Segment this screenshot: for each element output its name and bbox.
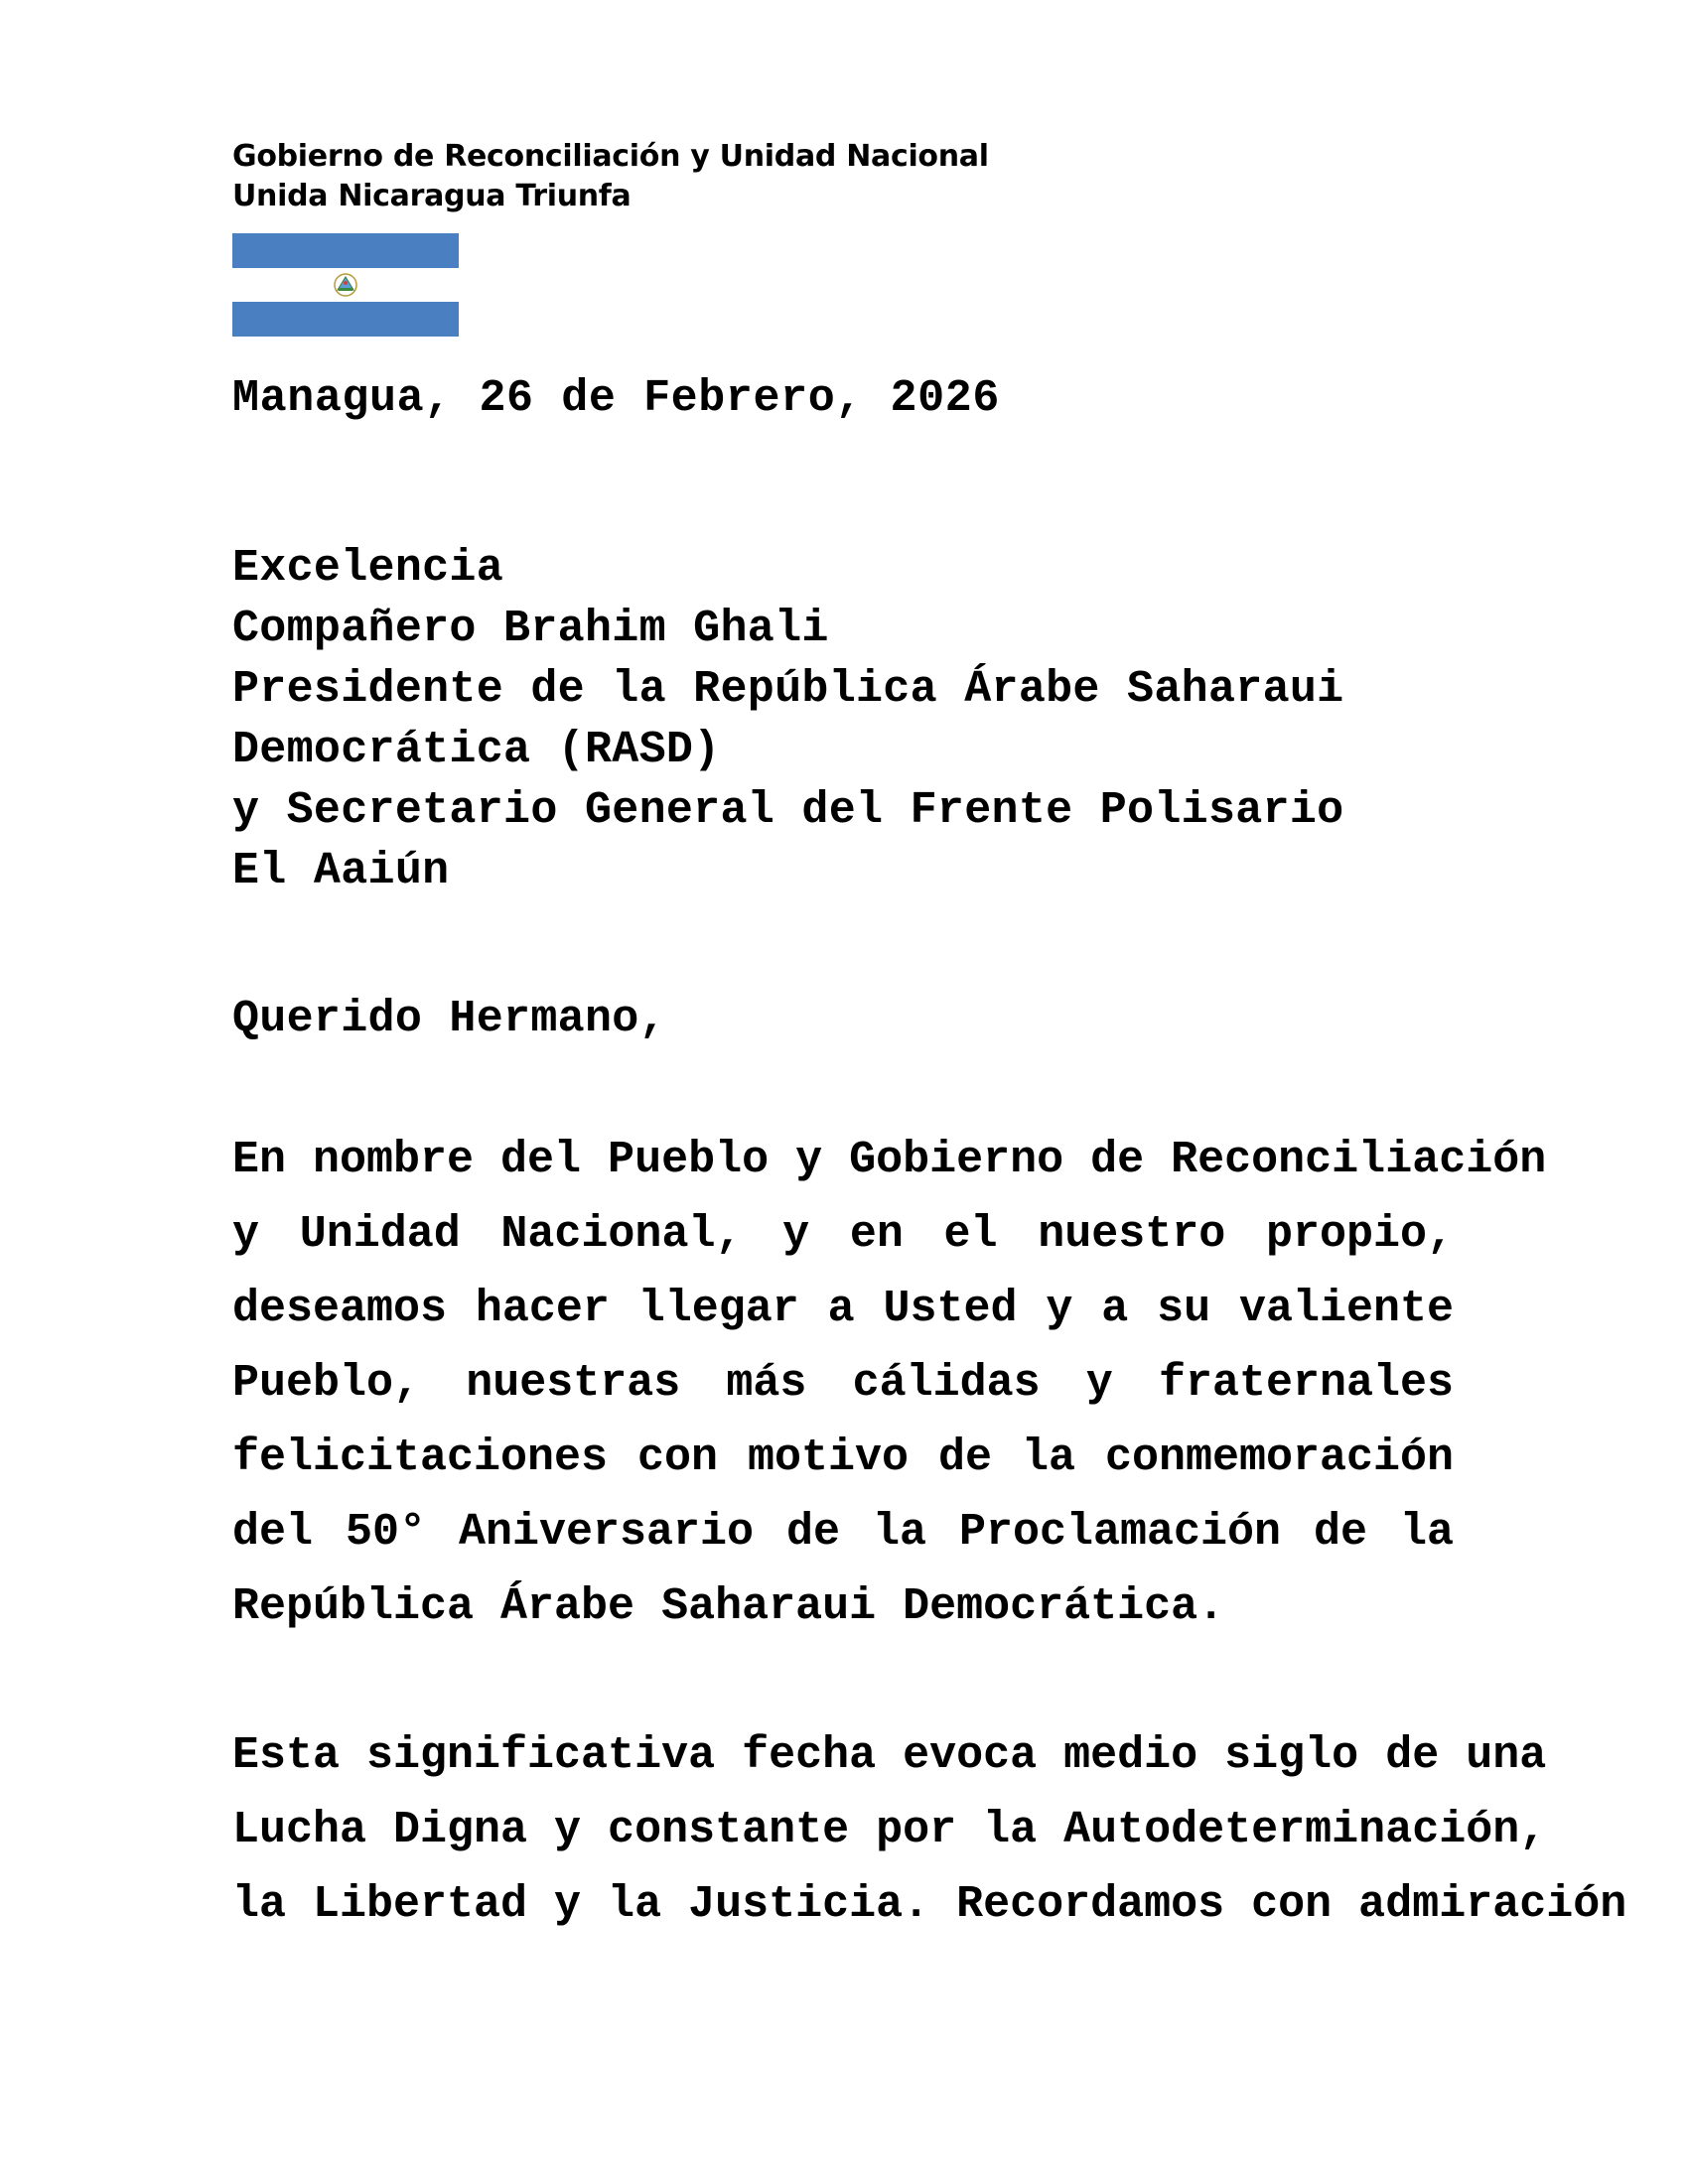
paragraph-line: Lucha Digna y constante por la Autodeterminación,: [232, 1805, 1547, 1855]
paragraph-line: la Libertad y la Justicia. Recordamos con admiración: [232, 1879, 1627, 1930]
salutation: Querido Hermano,: [232, 994, 666, 1044]
addressee-line: Presidente de la República Árabe Saharaui: [232, 664, 1344, 715]
letterhead: [232, 137, 989, 216]
paragraph-line: Esta significativa fecha evoca medio siglo de una: [232, 1730, 1547, 1781]
addressee-line: Excelencia: [232, 543, 504, 594]
addressee-line: y Secretario General del Frente Polisario: [232, 785, 1344, 836]
paragraph-line: En nombre del Pueblo y Gobierno de Reconciliación: [232, 1135, 1547, 1185]
paragraph-line: deseamos hacer llegar a Usted y a su valiente: [232, 1284, 1454, 1334]
letter-date: Managua, 26 de Febrero, 2026: [232, 373, 1000, 424]
letterhead-government: Gobierno de Reconciliación y Unidad Nacional: [232, 139, 989, 174]
letterhead-slogan: Unida Nicaragua Triunfa: [232, 179, 632, 213]
paragraph-line: del 50° Aniversario de la Proclamación de la: [232, 1507, 1454, 1558]
nicaragua-flag-icon: [232, 233, 459, 337]
paragraph-line: Pueblo, nuestras más cálidas y fraternales: [232, 1358, 1454, 1409]
paragraph-line: y Unidad Nacional, y en el nuestro propio,: [232, 1209, 1454, 1260]
addressee-line: Democrática (RASD): [232, 725, 721, 775]
addressee-block: [232, 538, 1343, 901]
paragraph-line: República Árabe Saharaui Democrática.: [232, 1581, 1225, 1632]
body-paragraph-1: [232, 1123, 1547, 1644]
addressee-line: El Aaiún: [232, 846, 450, 896]
addressee-line: Compañero Brahim Ghali: [232, 604, 829, 654]
paragraph-line: felicitaciones con motivo de la conmemoración: [232, 1433, 1454, 1483]
body-paragraph-2: [232, 1718, 1627, 1942]
